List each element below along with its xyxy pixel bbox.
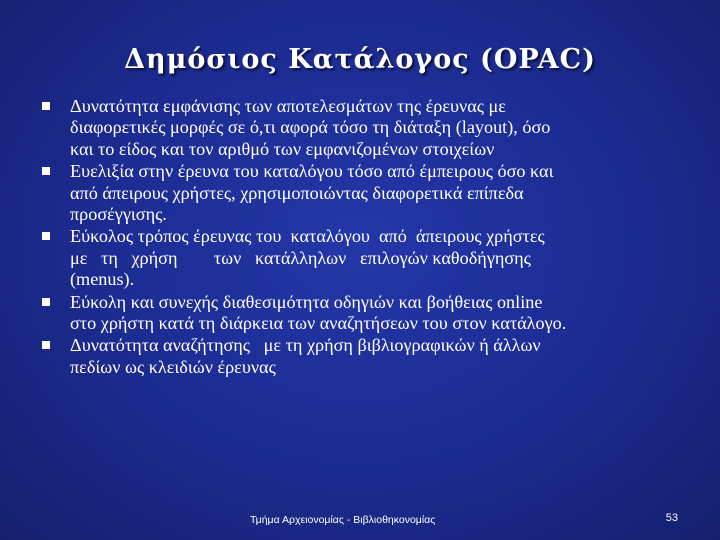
bullet-line: Δυνατότητα εμφάνισης των αποτελεσμάτων της έρευνας με <box>70 96 506 116</box>
bullet-item <box>38 335 688 378</box>
bullet-line: και το είδος και τον αριθμό των εμφανιζομένων στοιχείων <box>70 138 495 159</box>
bullet-line: διαφορετικές μορφές σε ό,τι αφορά τόσο τη διάταξη (layout), όσο <box>70 117 551 138</box>
bullet-line: Δυνατότητα αναζήτησης με τη χρήση βιβλιογραφικών ή άλλων <box>70 335 541 356</box>
bullet-line: πεδίων ως κλειδιών έρευνας <box>70 356 276 377</box>
bullet-line: στο χρήστη κατά τη διάρκεια των αναζητήσεων του στον κατάλογο. <box>70 313 567 334</box>
bullet-square-icon <box>42 102 50 110</box>
bullet-line: Ευελιξία στην έρευνα του καταλόγου τόσο από έμπειρους όσο και <box>70 161 554 182</box>
bullet-line: (menus). <box>70 269 135 290</box>
bullet-square-icon <box>42 232 50 240</box>
bullet-square-icon <box>42 341 50 349</box>
bullet-line: με τη χρήση των κατάλληλων επιλογών καθοδήγησης <box>70 247 531 268</box>
bullet-item <box>38 161 688 225</box>
bullet-line: Εύκολος τρόπος έρευνας του καταλόγου από άπειρους χρήστες <box>70 226 545 247</box>
bullet-line: Εύκολη και συνεχής διαθεσιμότητα οδηγιών και βοήθειας online <box>70 291 543 312</box>
bullet-line: από άπειρους χρήστες, χρησιμοποιώντας διαφορετικά επίπεδα <box>70 182 524 203</box>
bullet-item <box>38 292 688 335</box>
page-number: 53 <box>665 512 678 524</box>
bullet-square-icon <box>42 298 50 306</box>
bullet-item <box>38 96 688 160</box>
bullet-list <box>38 96 688 379</box>
bullet-item <box>38 226 688 290</box>
bullet-line: προσέγγισης. <box>70 204 167 225</box>
slide-title: Δημόσιος Κατάλογος (OPAC) <box>124 44 596 76</box>
bullet-square-icon <box>42 167 50 175</box>
footer-text: Τμήμα Αρχειονομίας - Βιβλιοθηκονομίας <box>250 514 436 526</box>
